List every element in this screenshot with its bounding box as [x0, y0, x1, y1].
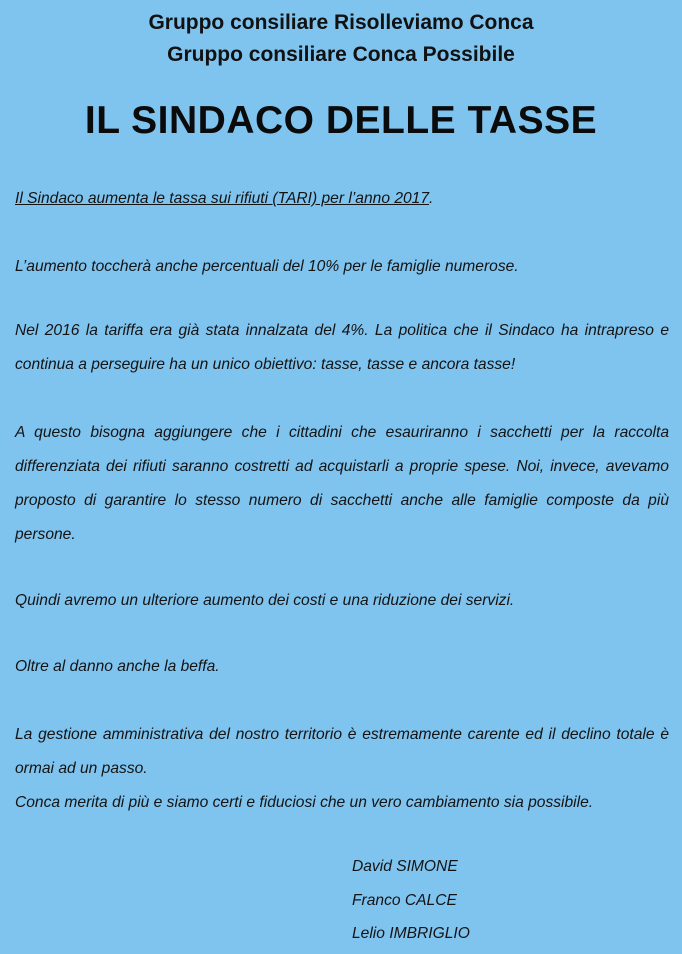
paragraph-tari-increase-period: .	[429, 190, 434, 207]
paragraph-beffa: Oltre al danno anche la beffa.	[15, 658, 220, 675]
signature-name: David SIMONE	[352, 858, 458, 875]
header-group-2: Gruppo consiliare Conca Possibile	[167, 43, 515, 66]
paragraph-tari-increase-text: Il Sindaco aumenta le tassa sui rifiuti (TARI) per l’anno 2017	[15, 190, 430, 207]
signature-name: Franco CALCE	[352, 891, 457, 909]
paragraph-tari-increase	[15, 182, 669, 216]
paragraph-bags: A questo bisogna aggiungere che i cittadini che esauriranno i sacchetti per la raccolta differenziata dei rifiuti saranno costretti ad acquistarli a proprie spese. Noi, invece, avevamo proposto di garantire lo stesso numero di sacchetti anche alle famiglie composte da più persone.	[15, 424, 669, 543]
paragraph-administration: La gestione amministrativa del nostro territorio è estremamente carente ed il declino totale è ormai ad un passo.	[15, 726, 669, 777]
paragraph-percentage: L’aumento toccherà anche percentuali del 10% per le famiglie numerose.	[15, 258, 519, 275]
paragraph-costs: Quindi avremo un ulteriore aumento dei costi e una riduzione dei servizi.	[15, 592, 515, 609]
paragraph-2016-tariff: Nel 2016 la tariffa era già stata innalzata del 4%. La politica che il Sindaco ha intrapreso e continua a perseguire ha un unico obiettivo: tasse, tasse e ancora tasse!	[15, 322, 669, 373]
signature-name: Lelio IMBRIGLIO	[352, 925, 470, 942]
header-group-1: Gruppo consiliare Risolleviamo Conca	[148, 11, 534, 34]
paragraph-conclusion: Conca merita di più e siamo certi e fiduciosi che un vero cambiamento sia possibile.	[15, 794, 594, 811]
signatures-block	[352, 850, 652, 951]
page-title: IL SINDACO DELLE TASSE	[84, 99, 598, 142]
